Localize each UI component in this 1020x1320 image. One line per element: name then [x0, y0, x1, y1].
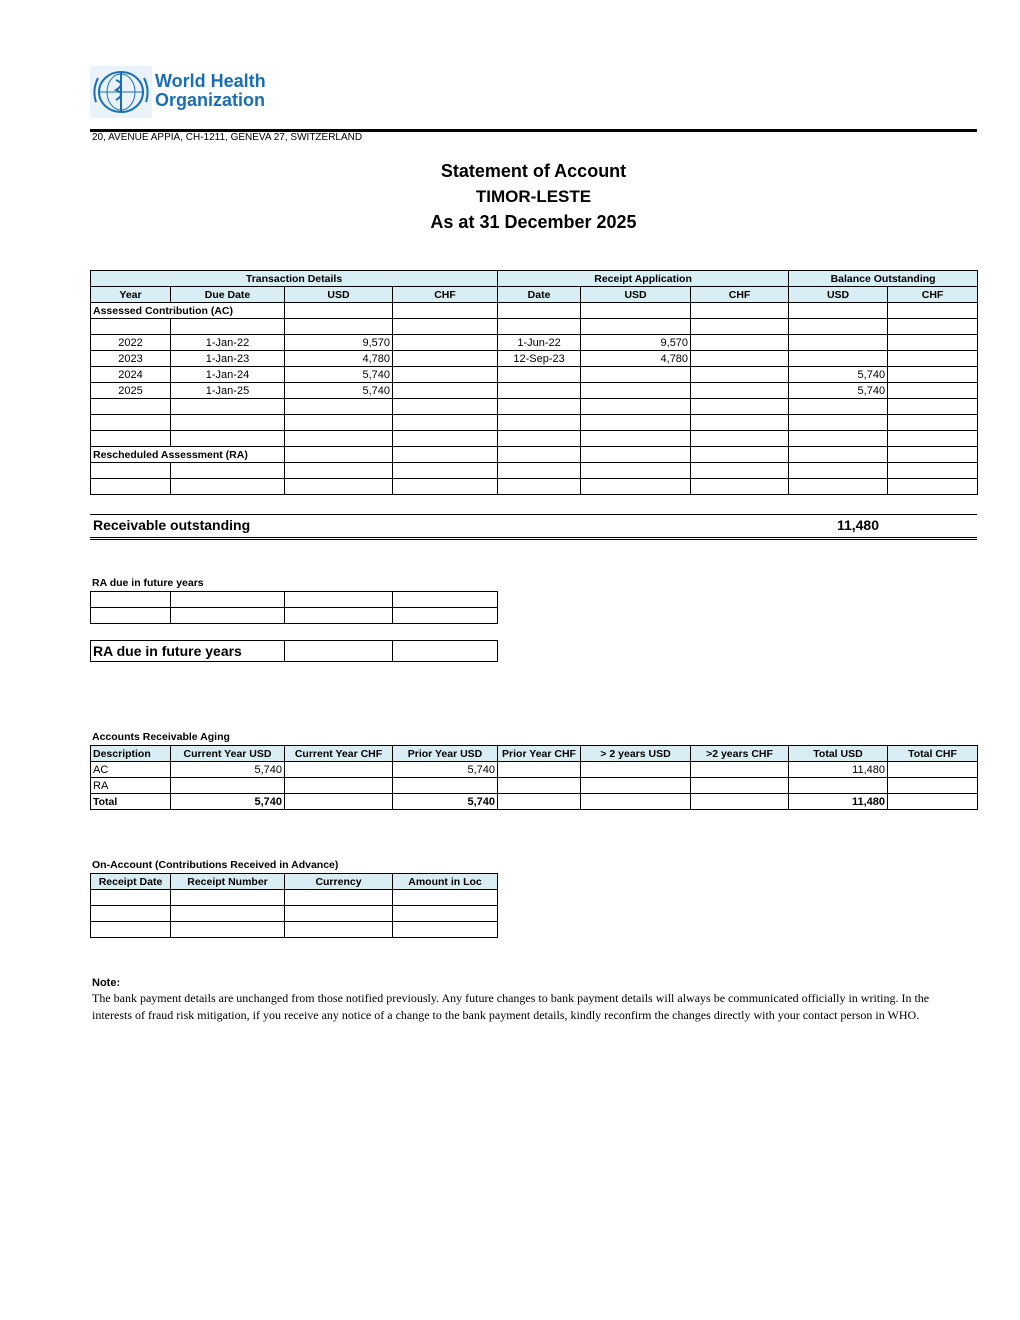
org-address: 20, AVENUE APPIA, CH-1211, GENEVA 27, SWITZERLAND: [92, 132, 363, 143]
row-receipt-chf: [691, 335, 789, 351]
org-name-line2: Organization: [155, 90, 266, 110]
doc-country: TIMOR-LESTE: [475, 187, 592, 206]
aging-desc: AC: [91, 762, 171, 778]
aging-cell: [691, 778, 789, 794]
on-account-header-row: [91, 874, 498, 890]
row-usd: 5,740: [285, 383, 393, 399]
table-row: [91, 335, 978, 351]
row-receipt-chf: [691, 351, 789, 367]
table-row: [91, 351, 978, 367]
row-balance-usd: [789, 351, 888, 367]
col-chf: CHF: [393, 287, 498, 303]
row-receipt-usd: [581, 383, 691, 399]
row-balance-chf: [888, 351, 978, 367]
receivable-outstanding-row: [90, 514, 977, 540]
ra-future-total-row: [91, 641, 498, 662]
col-usd: USD: [285, 287, 393, 303]
aging-cell: [171, 778, 285, 794]
row-year: 2023: [91, 351, 171, 367]
org-name: [155, 72, 266, 110]
row-year: 2025: [91, 383, 171, 399]
aging-cell: 11,480: [789, 794, 888, 810]
section-ac-row: [91, 303, 978, 319]
aging-col-prior-chf: Prior Year CHF: [498, 746, 581, 762]
table-row: [91, 399, 978, 415]
aging-cell: [888, 778, 978, 794]
row-due-date: 1-Jan-23: [171, 351, 285, 367]
aging-col-total-chf: Total CHF: [888, 746, 978, 762]
row-receipt-usd: 4,780: [581, 351, 691, 367]
on-account-col-receipt-date: Receipt Date: [91, 874, 171, 890]
section-ac-label: Assessed Contribution (AC): [91, 303, 285, 319]
aging-cell: [581, 762, 691, 778]
table-row: [91, 463, 978, 479]
row-balance-usd: 5,740: [789, 383, 888, 399]
row-receipt-date: [498, 383, 581, 399]
row-receipt-date: 1-Jun-22: [498, 335, 581, 351]
col-year: Year: [91, 287, 171, 303]
row-balance-usd: 5,740: [789, 367, 888, 383]
aging-col-total-usd: Total USD: [789, 746, 888, 762]
table-row: [91, 592, 498, 608]
row-balance-usd: [789, 335, 888, 351]
receivable-label: Receivable outstanding: [93, 517, 251, 533]
row-usd: 5,740: [285, 367, 393, 383]
group-header-balance: Balance Outstanding: [789, 271, 978, 287]
row-year: 2024: [91, 367, 171, 383]
row-receipt-usd: 9,570: [581, 335, 691, 351]
doc-date: As at 31 December 2025: [430, 212, 637, 232]
group-header-row: [91, 271, 978, 287]
aging-cell: [888, 762, 978, 778]
table-row: [91, 431, 978, 447]
row-usd: 9,570: [285, 335, 393, 351]
on-account-col-currency: Currency: [285, 874, 393, 890]
row-chf: [393, 335, 498, 351]
table-row: [91, 479, 978, 495]
on-account-table: [90, 873, 498, 938]
aging-header-row: [91, 746, 978, 762]
aging-total-row: [91, 794, 978, 810]
who-emblem-icon: [90, 66, 152, 118]
col-balance-chf: CHF: [888, 287, 978, 303]
aging-cell: 5,740: [393, 794, 498, 810]
row-receipt-chf: [691, 367, 789, 383]
aging-cell: 5,740: [171, 762, 285, 778]
section-ra-label: Rescheduled Assessment (RA): [91, 447, 285, 463]
aging-cell: 5,740: [393, 762, 498, 778]
aging-col-current-usd: Current Year USD: [171, 746, 285, 762]
aging-caption: Accounts Receivable Aging: [92, 731, 230, 743]
table-row: [91, 762, 978, 778]
row-year: 2022: [91, 335, 171, 351]
aging-table: [90, 745, 978, 810]
org-name-line1: World Health: [155, 71, 266, 91]
table-row: [91, 383, 978, 399]
col-receipt-usd: USD: [581, 287, 691, 303]
aging-col-2y-chf: >2 years CHF: [691, 746, 789, 762]
aging-col-prior-usd: Prior Year USD: [393, 746, 498, 762]
row-due-date: 1-Jan-24: [171, 367, 285, 383]
group-header-receipt: Receipt Application: [498, 271, 789, 287]
section-ra-row: [91, 447, 978, 463]
table-row: [91, 367, 978, 383]
row-balance-chf: [888, 335, 978, 351]
ra-future-caption: RA due in future years: [92, 577, 204, 589]
col-balance-usd: USD: [789, 287, 888, 303]
aging-col-2y-usd: > 2 years USD: [581, 746, 691, 762]
row-receipt-date: [498, 367, 581, 383]
col-receipt-chf: CHF: [691, 287, 789, 303]
aging-cell: [888, 794, 978, 810]
table-row: [91, 319, 978, 335]
col-due-date: Due Date: [171, 287, 285, 303]
aging-cell: [789, 778, 888, 794]
on-account-caption: On-Account (Contributions Received in Advance): [92, 859, 339, 871]
aging-col-description: Description: [91, 746, 171, 762]
aging-cell: [498, 762, 581, 778]
table-row: [91, 906, 498, 922]
row-usd: 4,780: [285, 351, 393, 367]
col-receipt-date: Date: [498, 287, 581, 303]
aging-cell: [498, 794, 581, 810]
ra-future-total-table: [90, 640, 498, 662]
row-due-date: 1-Jan-25: [171, 383, 285, 399]
on-account-col-amount: Amount in Loc: [393, 874, 498, 890]
aging-cell: [581, 778, 691, 794]
aging-desc: RA: [91, 778, 171, 794]
statement-table: [90, 270, 978, 495]
row-chf: [393, 367, 498, 383]
on-account-col-receipt-number: Receipt Number: [171, 874, 285, 890]
ra-future-total-label: RA due in future years: [91, 641, 285, 662]
doc-title: Statement of Account: [440, 161, 627, 181]
table-row: [91, 608, 498, 624]
row-balance-chf: [888, 367, 978, 383]
note-heading: Note:: [92, 977, 121, 989]
group-header-transaction: Transaction Details: [91, 271, 498, 287]
table-row: [91, 415, 978, 431]
aging-cell: [691, 794, 789, 810]
row-due-date: 1-Jan-22: [171, 335, 285, 351]
row-receipt-chf: [691, 383, 789, 399]
table-row: [91, 922, 498, 938]
ra-future-table: [90, 591, 498, 624]
aging-cell: [285, 778, 393, 794]
table-row: [91, 890, 498, 906]
row-balance-chf: [888, 383, 978, 399]
row-receipt-date: 12-Sep-23: [498, 351, 581, 367]
aging-cell: 11,480: [789, 762, 888, 778]
aging-cell: [393, 778, 498, 794]
receivable-value: 11,480: [836, 517, 879, 533]
aging-cell: [285, 794, 393, 810]
column-header-row: [91, 287, 978, 303]
row-chf: [393, 383, 498, 399]
aging-total-label: Total: [91, 794, 171, 810]
aging-cell: 5,740: [171, 794, 285, 810]
aging-cell: [498, 778, 581, 794]
aging-col-current-chf: Current Year CHF: [285, 746, 393, 762]
aging-cell: [581, 794, 691, 810]
aging-cell: [691, 762, 789, 778]
row-chf: [393, 351, 498, 367]
row-receipt-usd: [581, 367, 691, 383]
note-text: The bank payment details are unchanged from those notified previously. Any future changes to bank payment details will always be communicated officially in writing. In the interests of fraud risk mitigation, if you receive any notice of a change to the bank payment details, kindly reconfirm the changes directly with your contact person in WHO.: [92, 991, 930, 1022]
aging-cell: [285, 762, 393, 778]
table-row: [91, 778, 978, 794]
